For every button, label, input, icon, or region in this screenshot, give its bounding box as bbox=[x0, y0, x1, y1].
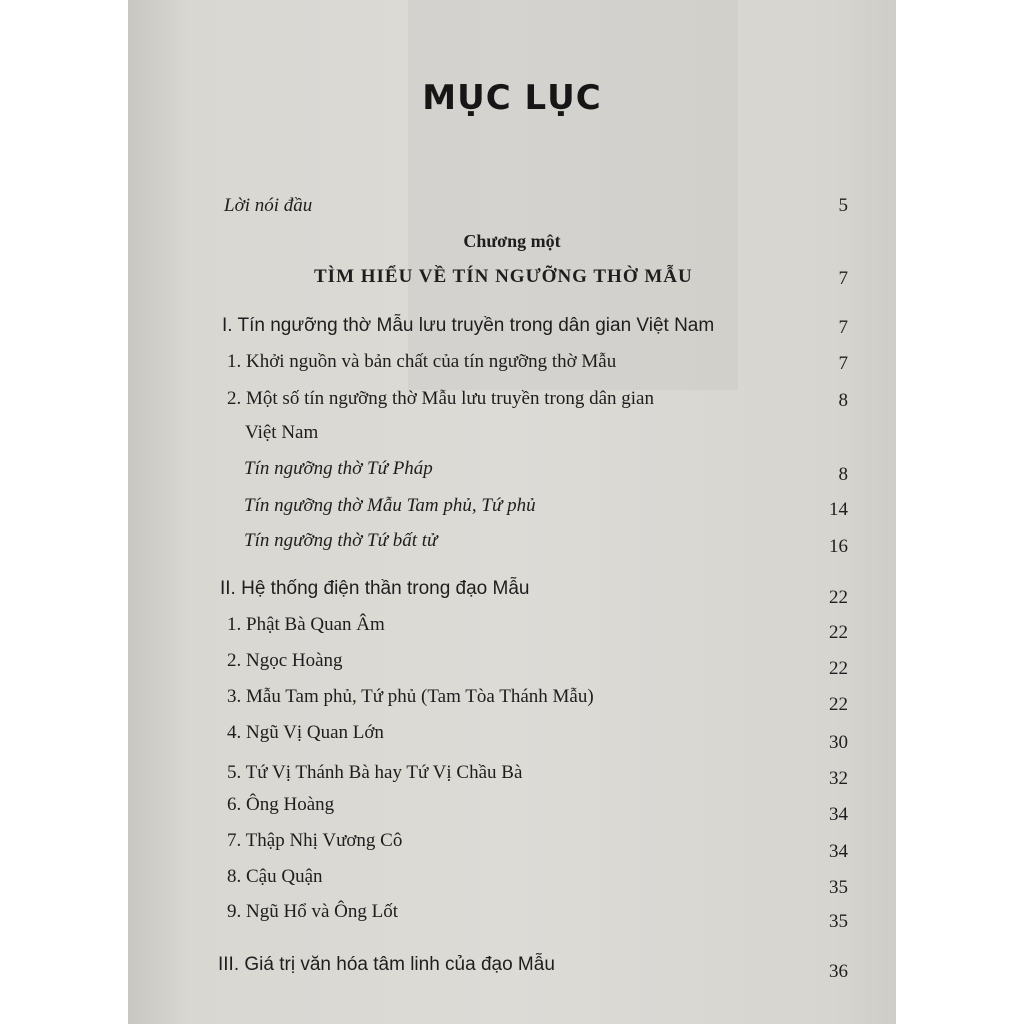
toc-page-2-4: 30 bbox=[829, 732, 848, 753]
toc-entry-2-4: 4. Ngũ Vị Quan Lớn bbox=[227, 722, 384, 743]
toc-page-2-7: 34 bbox=[829, 841, 848, 862]
toc-entry-1-1: 1. Khởi nguồn và bản chất của tín ngưỡng thờ Mẫu bbox=[227, 351, 617, 372]
toc-page-2-9: 35 bbox=[829, 911, 848, 932]
toc-page-2-2: 22 bbox=[829, 658, 848, 679]
toc-page-1-1: 7 bbox=[838, 353, 848, 374]
toc-page-2-5: 32 bbox=[829, 768, 848, 789]
toc-entry-2-1: 1. Phật Bà Quan Âm bbox=[227, 614, 385, 635]
toc-entry-2-7: 7. Thập Nhị Vương Cô bbox=[227, 830, 403, 851]
toc-entry-1-2: 2. Một số tín ngưỡng thờ Mẫu lưu truyền trong dân gian bbox=[227, 388, 654, 409]
chapter-label: Chương một bbox=[463, 231, 561, 251]
toc-page-2-6: 34 bbox=[829, 804, 848, 825]
toc-entry-2-5: 5. Tứ Vị Thánh Bà hay Tứ Vị Chầu Bà bbox=[227, 762, 523, 783]
toc-intro-label: Lời nói đầu bbox=[224, 195, 313, 216]
toc-entry-section-2: II. Hệ thống điện thần trong đạo Mẫu bbox=[220, 578, 530, 599]
toc-entry-tam-phu: Tín ngưỡng thờ Mẫu Tam phủ, Tứ phủ bbox=[244, 495, 536, 516]
toc-page-tam-phu: 14 bbox=[829, 499, 848, 520]
toc-entry-2-6: 6. Ông Hoàng bbox=[227, 794, 335, 815]
toc-entry-tu-bat-tu: Tín ngưỡng thờ Tứ bất tử bbox=[244, 530, 438, 551]
chapter-heading: TÌM HIỂU VỀ TÍN NGƯỠNG THỜ MẪU bbox=[314, 266, 693, 287]
right-white-margin bbox=[896, 0, 1024, 1024]
toc-entry-2-3: 3. Mẫu Tam phủ, Tứ phủ (Tam Tòa Thánh Mẫu) bbox=[227, 686, 594, 707]
toc-entry-1-2-cont: Việt Nam bbox=[245, 422, 319, 443]
chapter-page: 7 bbox=[838, 268, 848, 289]
toc-page-section-2: 22 bbox=[829, 587, 848, 608]
toc-entry-2-9: 9. Ngũ Hổ và Ông Lốt bbox=[227, 901, 398, 922]
toc-page-2-8: 35 bbox=[829, 877, 848, 898]
toc-entry-section-1: I. Tín ngưỡng thờ Mẫu lưu truyền trong dân gian Việt Nam bbox=[222, 315, 715, 336]
toc-entry-tu-phap: Tín ngưỡng thờ Tứ Pháp bbox=[244, 458, 433, 479]
toc-entry-2-8: 8. Cậu Quận bbox=[227, 866, 323, 887]
toc-page-tu-bat-tu: 16 bbox=[829, 536, 848, 557]
toc-page-section-3: 36 bbox=[829, 961, 848, 982]
toc-page-1-2: 8 bbox=[838, 390, 848, 411]
book-page bbox=[128, 0, 896, 1024]
toc-page-section-1: 7 bbox=[838, 317, 848, 338]
toc-page-tu-phap: 8 bbox=[838, 464, 848, 485]
toc-entry-section-3: III. Giá trị văn hóa tâm linh của đạo Mẫu bbox=[218, 954, 555, 975]
left-white-margin bbox=[0, 0, 128, 1024]
toc-page-2-1: 22 bbox=[829, 622, 848, 643]
toc-intro-page: 5 bbox=[838, 195, 848, 216]
toc-page-2-3: 22 bbox=[829, 694, 848, 715]
toc-entry-2-2: 2. Ngọc Hoàng bbox=[227, 650, 343, 671]
page-title: MỤC LỤC bbox=[422, 78, 602, 118]
